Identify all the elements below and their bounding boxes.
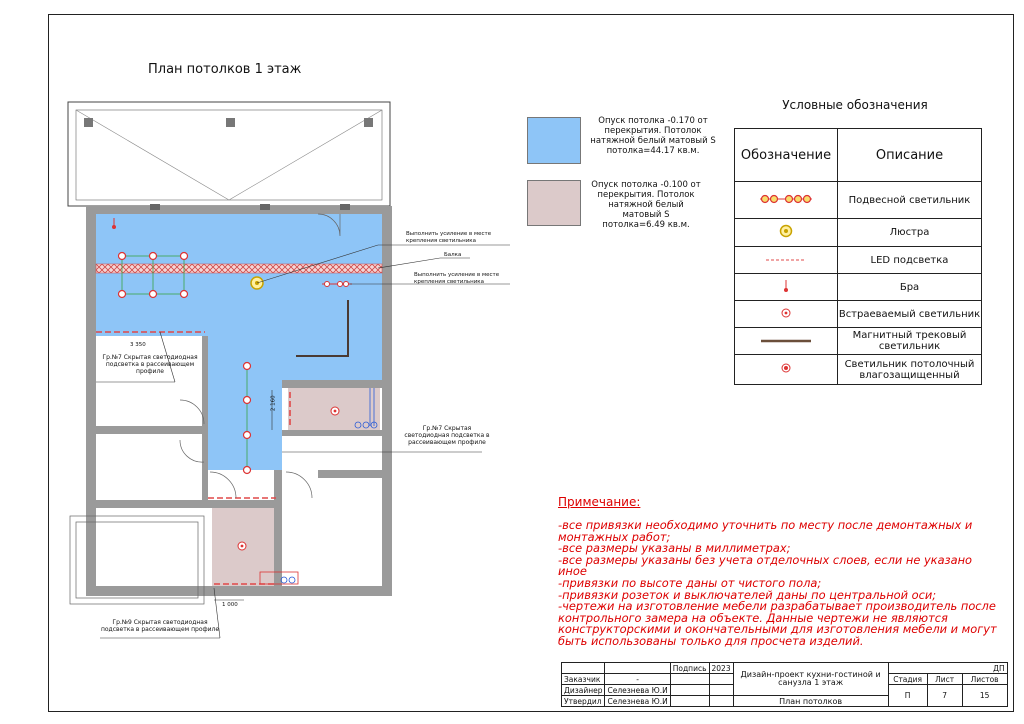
chandelier-icon [735,219,838,247]
stamp-approved-val: Селезнева Ю.И [605,696,670,707]
stamp-stadia-val: П [888,685,927,707]
legend-table [734,128,982,385]
callout-gr7-right: Гр.№7 Скрытая светодиодная подсветка в рассеивающем профиле [404,425,490,446]
stamp-project: Дизайн-проект кухни-гостиной и санузла 1 этаж [733,663,888,696]
note-line: -привязки розеток и выключателей даны по центральной оси; [558,587,937,602]
note-line: -все размеры указаны в миллиметрах; [558,541,791,556]
stamp-year: 2023 [709,663,733,674]
stamp-stadia: Стадия [888,674,927,685]
note-line: -все размеры указаны без учета отделочных слоев, если не указано иное [558,552,973,579]
blue-swatch-text: Опуск потолка -0.170 от перекрытия. Потолок натяжной белый матовый S потолка=44.17 кв.м. [590,116,716,156]
note-line: -все привязки необходимо уточнить по месту после демонтажных и монтажных работ; [558,518,973,544]
dimension-2: 2 160 [270,395,277,412]
blue-swatch [527,117,581,164]
callout-reinforce-1: Выполнить усиление в месте крепления светильника [406,231,492,244]
beam [96,264,382,273]
legend-desc-chandelier: Люстра [838,219,982,247]
stamp-sheet-title: План потолков [733,696,888,707]
magnetic-track-icon [735,328,838,355]
recessed-light-icon [735,301,838,328]
callout-beam: Балка [444,252,462,258]
legend-desc-sconce: Бра [838,274,982,301]
waterproof-light-icon [735,355,838,385]
plan-title: План потолков 1 этаж [148,62,302,77]
pink-swatch [527,180,581,226]
stamp-approved: Утвердил [562,696,605,707]
led-strip-icon [735,247,838,274]
callout-reinforce-2: Выполнить усиление в месте крепления светильника [414,272,500,285]
callout-gr9: Гр.№9 Скрытая светодиодная подсветка в рассеивающем профиле [100,619,220,633]
legend-desc-track: Магнитный трековый светильник [838,328,982,355]
legend-desc-waterproof: Светильник потолочный влагозащищенный [838,355,982,385]
pink-swatch-text: Опуск потолка -0.100 от перекрытия. Потолок натяжной белый матовый S потолка=6.49 кв.м. [591,180,701,230]
note-line: -привязки по высоте даны от чистого пола; [558,575,822,590]
stamp-list: Лист [927,674,962,685]
title-block [561,662,1008,707]
stamp-dp: ДП [888,663,1007,674]
legend-desc-pendant: Подвесной светильник [838,182,982,219]
callout-gr7-left: Гр.№7 Скрытая светодиодная подсветка в рассеивающем профиле [102,354,198,375]
stamp-listov: Листов [962,674,1007,685]
stamp-designer-val: Селезнева Ю.И [605,685,670,696]
notes-list [558,520,998,648]
pendant-lights-icon [735,182,838,219]
stamp-list-val: 7 [927,685,962,707]
legend-desc-recessed: Встраеваемый светильник [838,301,982,328]
stamp-listov-val: 15 [962,685,1007,707]
dimension-1: 3 350 [130,342,146,348]
wall-sconce-icon [735,274,838,301]
legend-col-desc: Описание [838,129,982,182]
terrace [68,102,390,206]
legend-title: Условные обозначения [782,98,928,112]
legend-col-symbol: Обозначение [735,129,838,182]
legend-desc-led: LED подсветка [838,247,982,274]
notes-title: Примечание: [558,495,641,509]
stamp-designer: Дизайнер [562,685,605,696]
dimension-3: 1 000 [222,602,238,608]
stamp-zakazchik: Заказчик [562,674,605,685]
stamp-podpis: Подпись [670,663,709,674]
note-line: -чертежи на изготовление мебели разрабатывает производитель после контрольного замера на объекте. Данные чертежи не являются конструкторскими и окончательными для изготовления мебели и могут быть использованы только для просчета изделий. [558,599,997,648]
stamp-zakazchik-val: - [605,674,670,685]
